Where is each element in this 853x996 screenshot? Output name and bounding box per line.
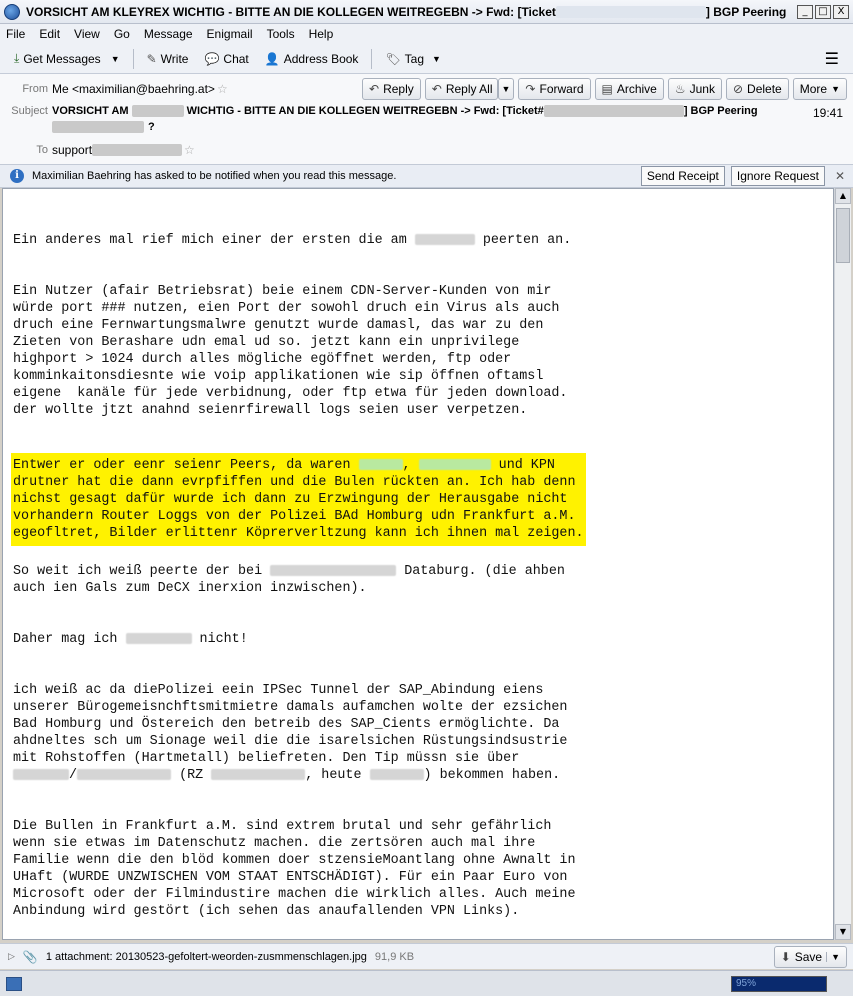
pencil-icon: ✎ (146, 51, 157, 66)
toolbar-separator (371, 49, 372, 69)
attachment-name[interactable]: 1 attachment: 20130523-gefoltert-weorden-zusmmenschlagen.jpg (45, 950, 367, 963)
tag-button[interactable] (379, 49, 447, 69)
more-button[interactable] (793, 78, 847, 100)
notification-text: Maximilian Baehring has asked to be notified when you read this message. (32, 170, 397, 182)
redacted-block (92, 144, 182, 156)
paragraph: Die Bullen in Frankfurt a.M. sind extrem brutal und sehr gefährlich wenn sie etwas im Datenschutz machen. die zertsören auch mal ihre Familie wenn die den blöd kommen doer stzensieMoantlang ohne Awnalt in UHaft (WURDE UNZWISCHEN VOM STAAT ENTSCHÄDIGT). Für ein Paar Euro von Microsoft oder der Filmindustire machen die wirklich alles. Auch meine Anbindung wird gestört (ich sehen das anaufallenden VPN Links). (13, 819, 576, 919)
send-receipt-button[interactable]: Send Receipt (641, 166, 725, 186)
main-toolbar (0, 44, 853, 74)
subject-part: WICHTIG - BITTE AN DIE KOLLEGEN WEITREGEBN -> Fwd: [Ticket# (186, 105, 544, 117)
menu-file[interactable]: File (6, 27, 26, 41)
from-row (0, 82, 228, 96)
redacted-block (132, 105, 184, 117)
chat-bubble-icon: 💬 (204, 51, 220, 66)
window-title-start: VORSICHT AM KLEYREX WICHTIG - BITTE AN DIE KOLLEGEN WEITREGEBN -> Fwd: [Ticket (26, 4, 556, 19)
menu-message[interactable]: Message (143, 27, 193, 41)
to-value[interactable]: support (52, 143, 93, 157)
ignore-request-button[interactable]: Ignore Request (731, 166, 825, 186)
redacted-block (211, 769, 305, 780)
redacted-block (126, 633, 192, 644)
text-run: drutner hat die dann evrpfiffen und die Bulen rückten an. Ich hab denn nichst gesagt dafür wurde ich dann zu Erzwingung der Herausgabe nicht vorhandern Router Loggs von der Polizei BAd Homburg udn Frankfurt a.M. egeofltret, Bilder erlittenr Köprerverltzung kann ich ihnen mal zeigen. (13, 475, 584, 541)
paragraph: Ein Nutzer (afair Betriebsrat) beie einem CDN-Server-Kunden von mir würde port ### nutzen, eien Port der sowohl druch ein Virus als auch druch eine Fernwartungsmalwre genutzt wurde damasl, das war zu den Zieten von Berashare udn emal ud so. jetzt kann ein unprivilege highport > 1024 durch alles mögliche egöffnet werden, ftp oder komminkaitonsdiesnte wie voip applikationen wie sip öffnen oftamsl eigene kanäle für jede verbidnung, oder ftp etwa für jeden download. der wollte jtzt anahnd seienrfirewall logs seien user verpetzen. (13, 284, 568, 418)
progress-meter (731, 976, 827, 992)
read-receipt-notification (0, 164, 853, 188)
maximize-button[interactable]: □ (815, 5, 831, 19)
paragraph (13, 631, 823, 648)
attachment-bar (0, 943, 853, 969)
message-actions (362, 78, 847, 100)
address-book-button[interactable] (259, 49, 365, 69)
text-run: Databurg. (die ahben auch ien Gals zum DeCX inerxion inzwischen). (13, 564, 565, 596)
redacted-block (52, 121, 144, 133)
text-run: Daher mag ich (13, 632, 126, 647)
highlighted-paragraph (11, 453, 586, 546)
window-title-end: ] BGP Peering (705, 4, 787, 19)
expand-triangle-icon[interactable]: ▷ (8, 951, 15, 961)
menu-view[interactable]: View (74, 27, 100, 41)
chevron-down-icon: ▼ (831, 84, 840, 94)
download-icon: ⤓ (14, 51, 20, 65)
reply-all-icon: ↶ (431, 82, 442, 96)
junk-button[interactable] (668, 78, 722, 100)
text-run: , heute (305, 768, 370, 783)
text-run: ) bekommen haben. (423, 768, 561, 783)
message-body-pane[interactable] (2, 188, 834, 940)
minimize-button[interactable]: _ (797, 5, 813, 19)
message-header (0, 74, 853, 164)
chat-label: Chat (223, 51, 249, 66)
reply-label: Reply (383, 82, 414, 96)
scroll-down-icon[interactable]: ▼ (835, 924, 851, 940)
text-run: und KPN (490, 458, 555, 473)
redacted-block (359, 459, 403, 470)
more-label: More (799, 82, 828, 96)
star-icon[interactable]: ☆ (184, 143, 195, 157)
subject-part: ? (148, 121, 155, 133)
get-messages-button[interactable] (8, 48, 126, 69)
close-icon[interactable]: ✕ (834, 169, 845, 183)
paragraph (13, 232, 823, 249)
redacted-block (419, 459, 491, 470)
online-status-icon[interactable] (6, 977, 22, 991)
delete-button[interactable] (726, 78, 789, 100)
delete-label: Delete (747, 82, 782, 96)
subject-label: Subject (11, 105, 48, 117)
text-run: Entwer er oder eenr seienr Peers, da waren (13, 458, 359, 473)
menu-help[interactable]: Help (308, 27, 334, 41)
text-run: (RZ (171, 768, 212, 783)
tag-icon: 🏷 (385, 51, 401, 66)
menu-tools[interactable]: Tools (266, 27, 295, 41)
paragraph (13, 682, 823, 784)
redacted-block (544, 105, 684, 117)
menu-enigmail[interactable]: Enigmail (206, 27, 253, 41)
download-icon: ⬇ (780, 949, 791, 964)
reply-button[interactable] (362, 78, 421, 100)
archive-icon: ▤ (601, 82, 613, 96)
menu-bar (0, 24, 853, 44)
scroll-up-icon[interactable]: ▲ (835, 188, 851, 204)
address-book-label: Address Book (283, 51, 359, 66)
message-time: 19:41 (812, 106, 843, 120)
to-row (0, 143, 195, 157)
to-label: To (36, 144, 48, 156)
subject-row-2 (52, 121, 155, 133)
redacted-block (77, 769, 171, 780)
subject-row (0, 105, 758, 117)
delete-icon: ⊘ (732, 82, 744, 96)
chevron-down-icon: ▼ (432, 53, 441, 64)
window-title (26, 5, 797, 19)
text-run: nicht! (191, 632, 248, 647)
scrollbar-thumb[interactable] (836, 208, 850, 263)
status-bar (0, 970, 853, 996)
write-label: Write (160, 51, 189, 66)
save-attachment-button[interactable] (774, 946, 847, 968)
menu-go[interactable]: Go (113, 27, 130, 41)
person-icon: 👤 (264, 51, 280, 66)
chevron-down-icon[interactable]: ▼ (110, 53, 120, 64)
text-run: Ein anderes mal rief mich einer der ersten die am (13, 233, 415, 248)
junk-label: Junk (689, 82, 715, 96)
thunderbird-app-icon (4, 4, 20, 20)
paperclip-icon: 📎 (22, 949, 38, 964)
paragraph (13, 563, 823, 597)
text-run: ich weiß ac da diePolizei eein IPSec Tunnel der SAP_Abindung eiens unserer Bürogemeisnchftsmitmietre damals aufamchen wolte der ezsichen Bad Homburg und Östereich den betreib des SAP_Cients ermöglichte. Da ahdneltes sch um Sionage weil die die isarelsichen Rüstungsindsustrie mit Rohstoffen (Hartmetall) beliefreten. Den Tip müssn sie über (13, 683, 568, 766)
menu-edit[interactable]: Edit (39, 27, 61, 41)
save-label: Save (794, 949, 823, 964)
redacted-block (270, 565, 396, 576)
close-window-button[interactable]: X (833, 5, 849, 19)
get-messages-label: Get Messages (23, 51, 101, 66)
subject-part: VORSICHT AM (52, 105, 129, 117)
forward-button[interactable] (518, 78, 590, 100)
text-run: , (402, 458, 419, 473)
attachment-size: 91,9 KB (374, 950, 415, 963)
toolbar-separator (133, 49, 134, 69)
app-menu-icon[interactable]: ☰ (824, 49, 839, 68)
from-label: From (22, 83, 48, 95)
chevron-down-icon: ▼ (501, 84, 511, 94)
redacted-block (415, 234, 475, 245)
text-run: So weit ich weiß peerte der bei (13, 564, 271, 579)
forward-icon: ↷ (525, 82, 536, 96)
reply-icon: ↶ (369, 82, 380, 96)
from-value[interactable]: Me <maximilian@baehring.at> (52, 82, 215, 96)
reply-all-dropdown[interactable] (498, 78, 515, 100)
text-run: peerten an. (474, 233, 572, 248)
progress-label: 95% (736, 977, 757, 989)
tag-label: Tag (404, 51, 425, 66)
message-text (13, 215, 823, 940)
archive-label: Archive (616, 82, 657, 96)
forward-label: Forward (539, 82, 584, 96)
write-button[interactable] (141, 49, 195, 69)
redacted-block (370, 769, 424, 780)
redacted-block (556, 6, 706, 18)
info-icon: i (10, 169, 24, 183)
reply-all-label: Reply All (445, 82, 493, 96)
chat-button[interactable] (198, 49, 254, 69)
vertical-scrollbar[interactable] (834, 188, 851, 940)
window-titlebar (0, 0, 853, 24)
redacted-block (13, 769, 69, 780)
archive-button[interactable] (595, 78, 664, 100)
text-run: / (69, 768, 78, 783)
flame-icon: ♨ (674, 82, 686, 96)
chevron-down-icon: ▼ (826, 952, 840, 962)
reply-all-button[interactable] (425, 78, 498, 100)
star-icon[interactable]: ☆ (216, 82, 228, 96)
subject-part: ] BGP Peering (683, 105, 758, 117)
